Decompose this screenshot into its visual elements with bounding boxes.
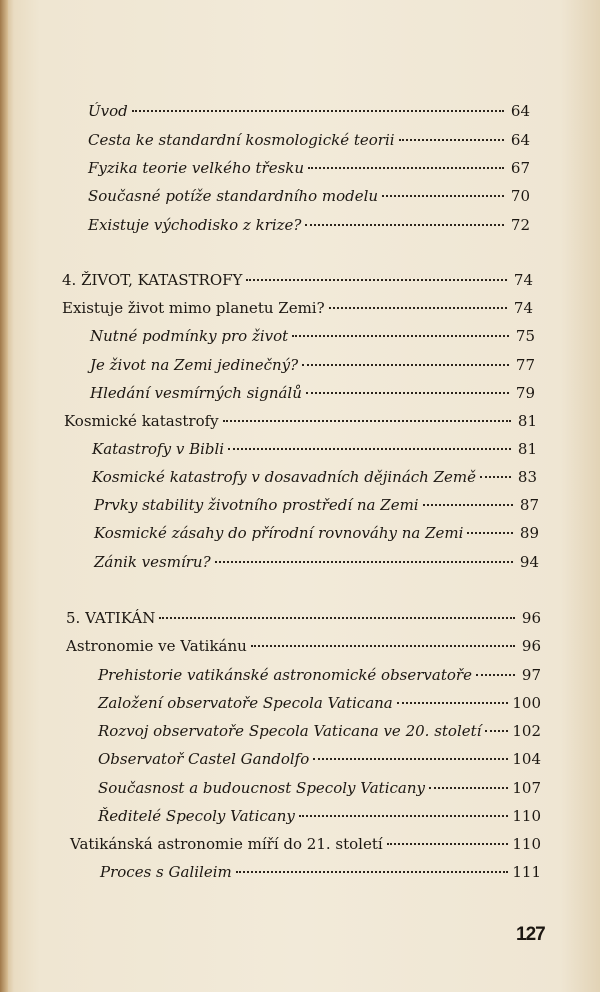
dot-leader [236, 871, 509, 873]
dot-leader [429, 787, 508, 789]
toc-entry [62, 271, 533, 289]
dot-leader [480, 476, 511, 478]
toc-entry-title: Kosmické katastrofy [64, 412, 219, 430]
toc-entry-page-number: 87 [519, 496, 539, 514]
dot-leader [228, 448, 511, 450]
toc-entry-title: Kosmické zásahy do přírodní rovnováhy na Zemi [94, 524, 464, 542]
toc-entry-page-number: 81 [517, 440, 537, 458]
toc-entry [62, 299, 533, 317]
toc-entry-title: Observatoř Castel Gandolfo [98, 750, 310, 768]
dot-leader [387, 843, 509, 845]
toc-entry [88, 187, 530, 205]
dot-leader [308, 167, 504, 169]
toc-entry-page-number: 83 [517, 468, 537, 486]
toc-entry-title: Úvod [88, 102, 128, 120]
dot-leader [302, 364, 509, 366]
dot-leader [485, 730, 508, 732]
toc-entry [92, 468, 537, 486]
toc-entry-title: Prehistorie vatikánské astronomické observatoře [98, 666, 472, 684]
dot-leader [476, 674, 515, 676]
dot-leader [159, 617, 515, 619]
toc-entry-title: Současné potíže standardního modelu [88, 187, 379, 205]
toc-entry [98, 722, 541, 740]
dot-leader [223, 420, 511, 422]
toc-entry-title: Fyzika teorie velkého třesku [88, 159, 305, 177]
toc-entry-page-number: 64 [510, 102, 530, 120]
toc-entry-page-number: 94 [519, 553, 539, 571]
toc-entry-title: Rozvoj observatoře Specola Vaticana ve 20. století [98, 722, 482, 740]
dot-leader [299, 815, 509, 817]
toc-entry-title: Cesta ke standardní kosmologické teorii [88, 131, 395, 149]
dot-leader [305, 224, 504, 226]
toc-entry-page-number: 72 [510, 216, 530, 234]
toc-entry-page-number: 107 [512, 779, 541, 797]
dot-leader [313, 758, 508, 760]
dot-leader [423, 504, 513, 506]
toc-entry-page-number: 110 [512, 835, 541, 853]
toc-entry [94, 524, 539, 542]
dot-leader [382, 195, 504, 197]
toc-entry [90, 327, 535, 345]
toc-entry [88, 159, 530, 177]
toc-entry [98, 694, 541, 712]
toc-entry-page-number: 110 [512, 807, 541, 825]
toc-entry [92, 440, 537, 458]
dot-leader [467, 532, 513, 534]
dot-leader [329, 307, 507, 309]
toc-entry-title: Existuje východisko z krize? [88, 216, 302, 234]
toc-entry [94, 553, 539, 571]
toc-entry-page-number: 70 [510, 187, 530, 205]
toc-entry [90, 356, 535, 374]
toc-entry-page-number: 96 [521, 637, 541, 655]
toc-entry-title: Současnost a budoucnost Specoly Vaticany [98, 779, 425, 797]
dot-leader [306, 392, 509, 394]
toc-entry [94, 496, 539, 514]
toc-entry [88, 102, 530, 120]
toc-entry-page-number: 74 [513, 299, 533, 317]
toc-entry-page-number: 81 [517, 412, 537, 430]
toc-entry [98, 807, 541, 825]
toc-entry-page-number: 77 [515, 356, 535, 374]
toc-entry-title: 4. ŽIVOT, KATASTROFY [62, 271, 243, 289]
toc-entry [70, 835, 541, 853]
dot-leader [397, 702, 509, 704]
dot-leader [399, 139, 504, 141]
toc-entry [88, 216, 530, 234]
toc-entry-page-number: 67 [510, 159, 530, 177]
toc-entry-title: Proces s Galileim [100, 863, 232, 881]
dot-leader [251, 645, 515, 647]
dot-leader [132, 110, 504, 112]
toc-entry-page-number: 96 [521, 609, 541, 627]
toc-entry [66, 637, 541, 655]
toc-entry-title: 5. VATIKÁN [66, 609, 156, 627]
toc-entry-page-number: 104 [512, 750, 541, 768]
toc-entry-page-number: 100 [512, 694, 541, 712]
toc-entry-page-number: 64 [510, 131, 530, 149]
dot-leader [215, 561, 513, 563]
toc-entry-title: Ředitelé Specoly Vaticany [98, 807, 295, 825]
toc-entry-page-number: 111 [512, 863, 541, 881]
toc-entry-title: Hledání vesmírných signálů [90, 384, 302, 402]
toc-entry [98, 666, 541, 684]
toc-entry-title: Katastrofy v Bibli [92, 440, 225, 458]
toc-entry [64, 412, 537, 430]
toc-entry [88, 131, 530, 149]
toc-entry-title: Vatikánská astronomie míří do 21. století [70, 835, 383, 853]
toc-entry-title: Prvky stability životního prostředí na Zemi [94, 496, 419, 514]
page-number: 127 [516, 924, 545, 945]
toc-entry-title: Astronomie ve Vatikánu [66, 637, 247, 655]
toc-entry [90, 384, 535, 402]
dot-leader [292, 335, 509, 337]
toc-entry-title: Založení observatoře Specola Vaticana [98, 694, 393, 712]
toc-entry [66, 609, 541, 627]
dot-leader [246, 279, 507, 281]
toc-entry [98, 750, 541, 768]
toc-entry-page-number: 89 [519, 524, 539, 542]
toc-entry [100, 863, 541, 881]
toc-entry-page-number: 102 [512, 722, 541, 740]
toc-entry-page-number: 97 [521, 666, 541, 684]
toc-entry-page-number: 79 [515, 384, 535, 402]
toc-entry-page-number: 75 [515, 327, 535, 345]
toc-entry-page-number: 74 [513, 271, 533, 289]
toc-entry-title: Existuje život mimo planetu Zemi? [62, 299, 325, 317]
toc-entry-title: Zánik vesmíru? [94, 553, 211, 571]
toc-entry-title: Kosmické katastrofy v dosavadních dějinách Země [92, 468, 476, 486]
toc-entry [98, 779, 541, 797]
toc-entry-title: Je život na Zemi jedinečný? [90, 356, 299, 374]
toc-entry-title: Nutné podmínky pro život [90, 327, 289, 345]
